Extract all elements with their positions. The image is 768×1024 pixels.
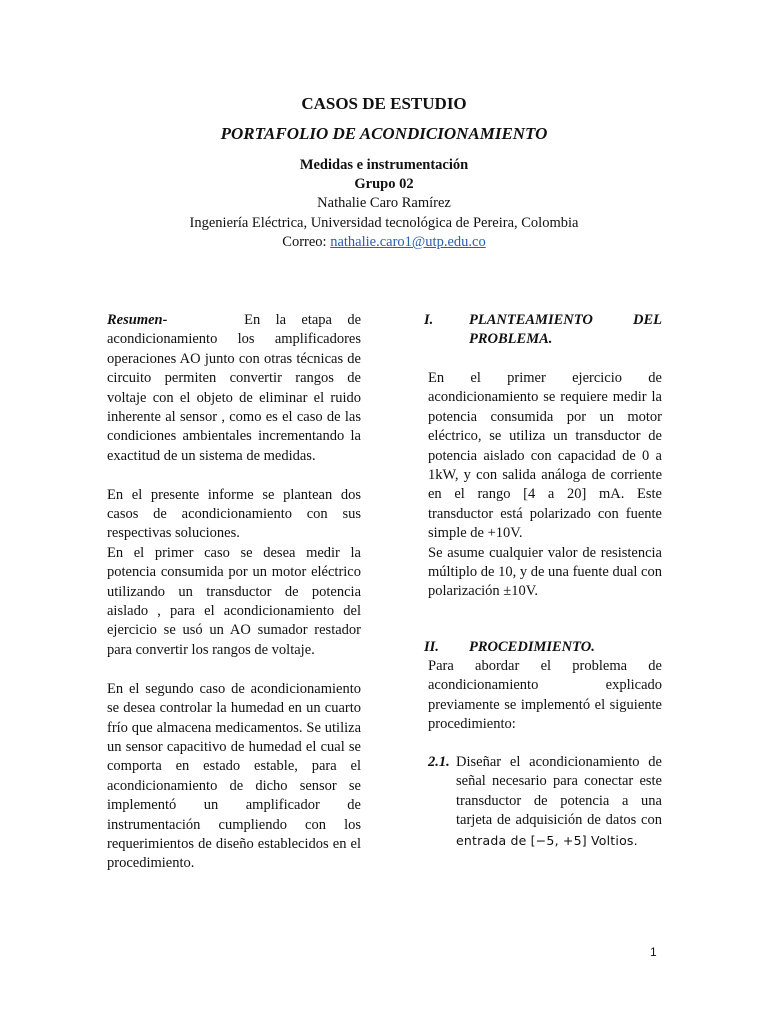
section-2-body <box>428 657 662 735</box>
course-name: Medidas e instrumentación <box>299 157 469 173</box>
item-number: 2.1. <box>428 754 450 770</box>
email-label: Correo: <box>282 234 331 250</box>
section-1-title: PLANTEAMIENTO DEL PROBLEMA. <box>469 312 662 348</box>
item-text <box>456 753 662 851</box>
section-1-body <box>428 369 662 602</box>
abstract-paragraph-3: En el primer caso se desea medir la potencia consumida por un motor eléctrico utilizando un transductor de potencia aislado , para el acondicionamiento del ejercicio se usó un AO sumador restador para convertir los rangos de voltaje. <box>107 544 361 658</box>
email-link[interactable]: nathalie.caro1@utp.edu.co <box>330 234 486 250</box>
abstract-paragraph-2: En el presente informe se plantean dos casos de acondicionamiento con sus respectivas soluciones. <box>107 486 361 542</box>
section-1-paragraph-2: Se asume cualquier valor de resistencia múltiplo de 10, y de una fuente dual con polarización ±10V. <box>428 544 662 600</box>
section-1-number: I. <box>424 312 434 328</box>
author-name: Nathalie Caro Ramírez <box>317 195 451 211</box>
section-1-heading <box>424 311 662 350</box>
abstract-text-1: En la etapa de acondicionamiento los amplificadores operaciones AO junto con otras técnicas de circuito permiten convertir rangos de voltaje con el objeto de eliminar el ruido inherente al sensor , como es el caso de las condiciones ambientales incrementando la exactitud de un sistema de medidas. <box>107 312 362 464</box>
section-2-heading <box>424 638 662 657</box>
item-math: entrada de [−5, +5] Voltios. <box>456 832 638 848</box>
email-line <box>0 234 768 251</box>
group-name: Grupo 02 <box>354 176 414 192</box>
page-number: 1 <box>650 945 657 959</box>
abstract-paragraph-4: En el segundo caso de acondicionamiento se desea controlar la humedad en un cuarto frío que almacena medicamentos. Se utiliza un sensor capacitivo de humedad el cual se comporta en estado estable, para el acondicionamiento de dicho sensor se implementó un amplificador de instrumentación cumpliendo con los requerimientos de diseño establecidos en el procedimiento. <box>107 680 361 872</box>
abstract-label: Resumen- <box>107 312 168 328</box>
abstract-paragraph-1 <box>107 311 361 466</box>
item-body: Diseñar el acondicionamiento de señal necesario para conectar este transductor de potencia a una tarjeta de adquisición de datos con <box>456 754 662 829</box>
paper-subtitle: PORTAFOLIO DE ACONDICIONAMIENTO <box>220 124 548 143</box>
section-2-title: PROCEDIMIENTO. <box>469 639 595 655</box>
abstract-column <box>107 311 361 874</box>
section-1-paragraph-1: En el primer ejercicio de acondicionamiento se requiere medir la potencia consumida por un motor eléctrico, se utiliza un transductor de potencia aislado con capacidad de 0 a 1kW, y con salida análoga de corriente en el rango [4 a 20] mA. Este transductor está polarizado con fuente simple de +10V. <box>428 370 662 542</box>
procedure-item-2-1 <box>428 753 662 851</box>
section-2-paragraph-1: Para abordar el problema de acondicionamiento explicado previamente se implementó el siguiente procedimiento: <box>428 658 662 733</box>
paper-title: CASOS DE ESTUDIO <box>301 94 467 113</box>
section-2-number: II. <box>424 639 439 655</box>
affiliation: Ingeniería Eléctrica, Universidad tecnológica de Pereira, Colombia <box>189 215 579 231</box>
